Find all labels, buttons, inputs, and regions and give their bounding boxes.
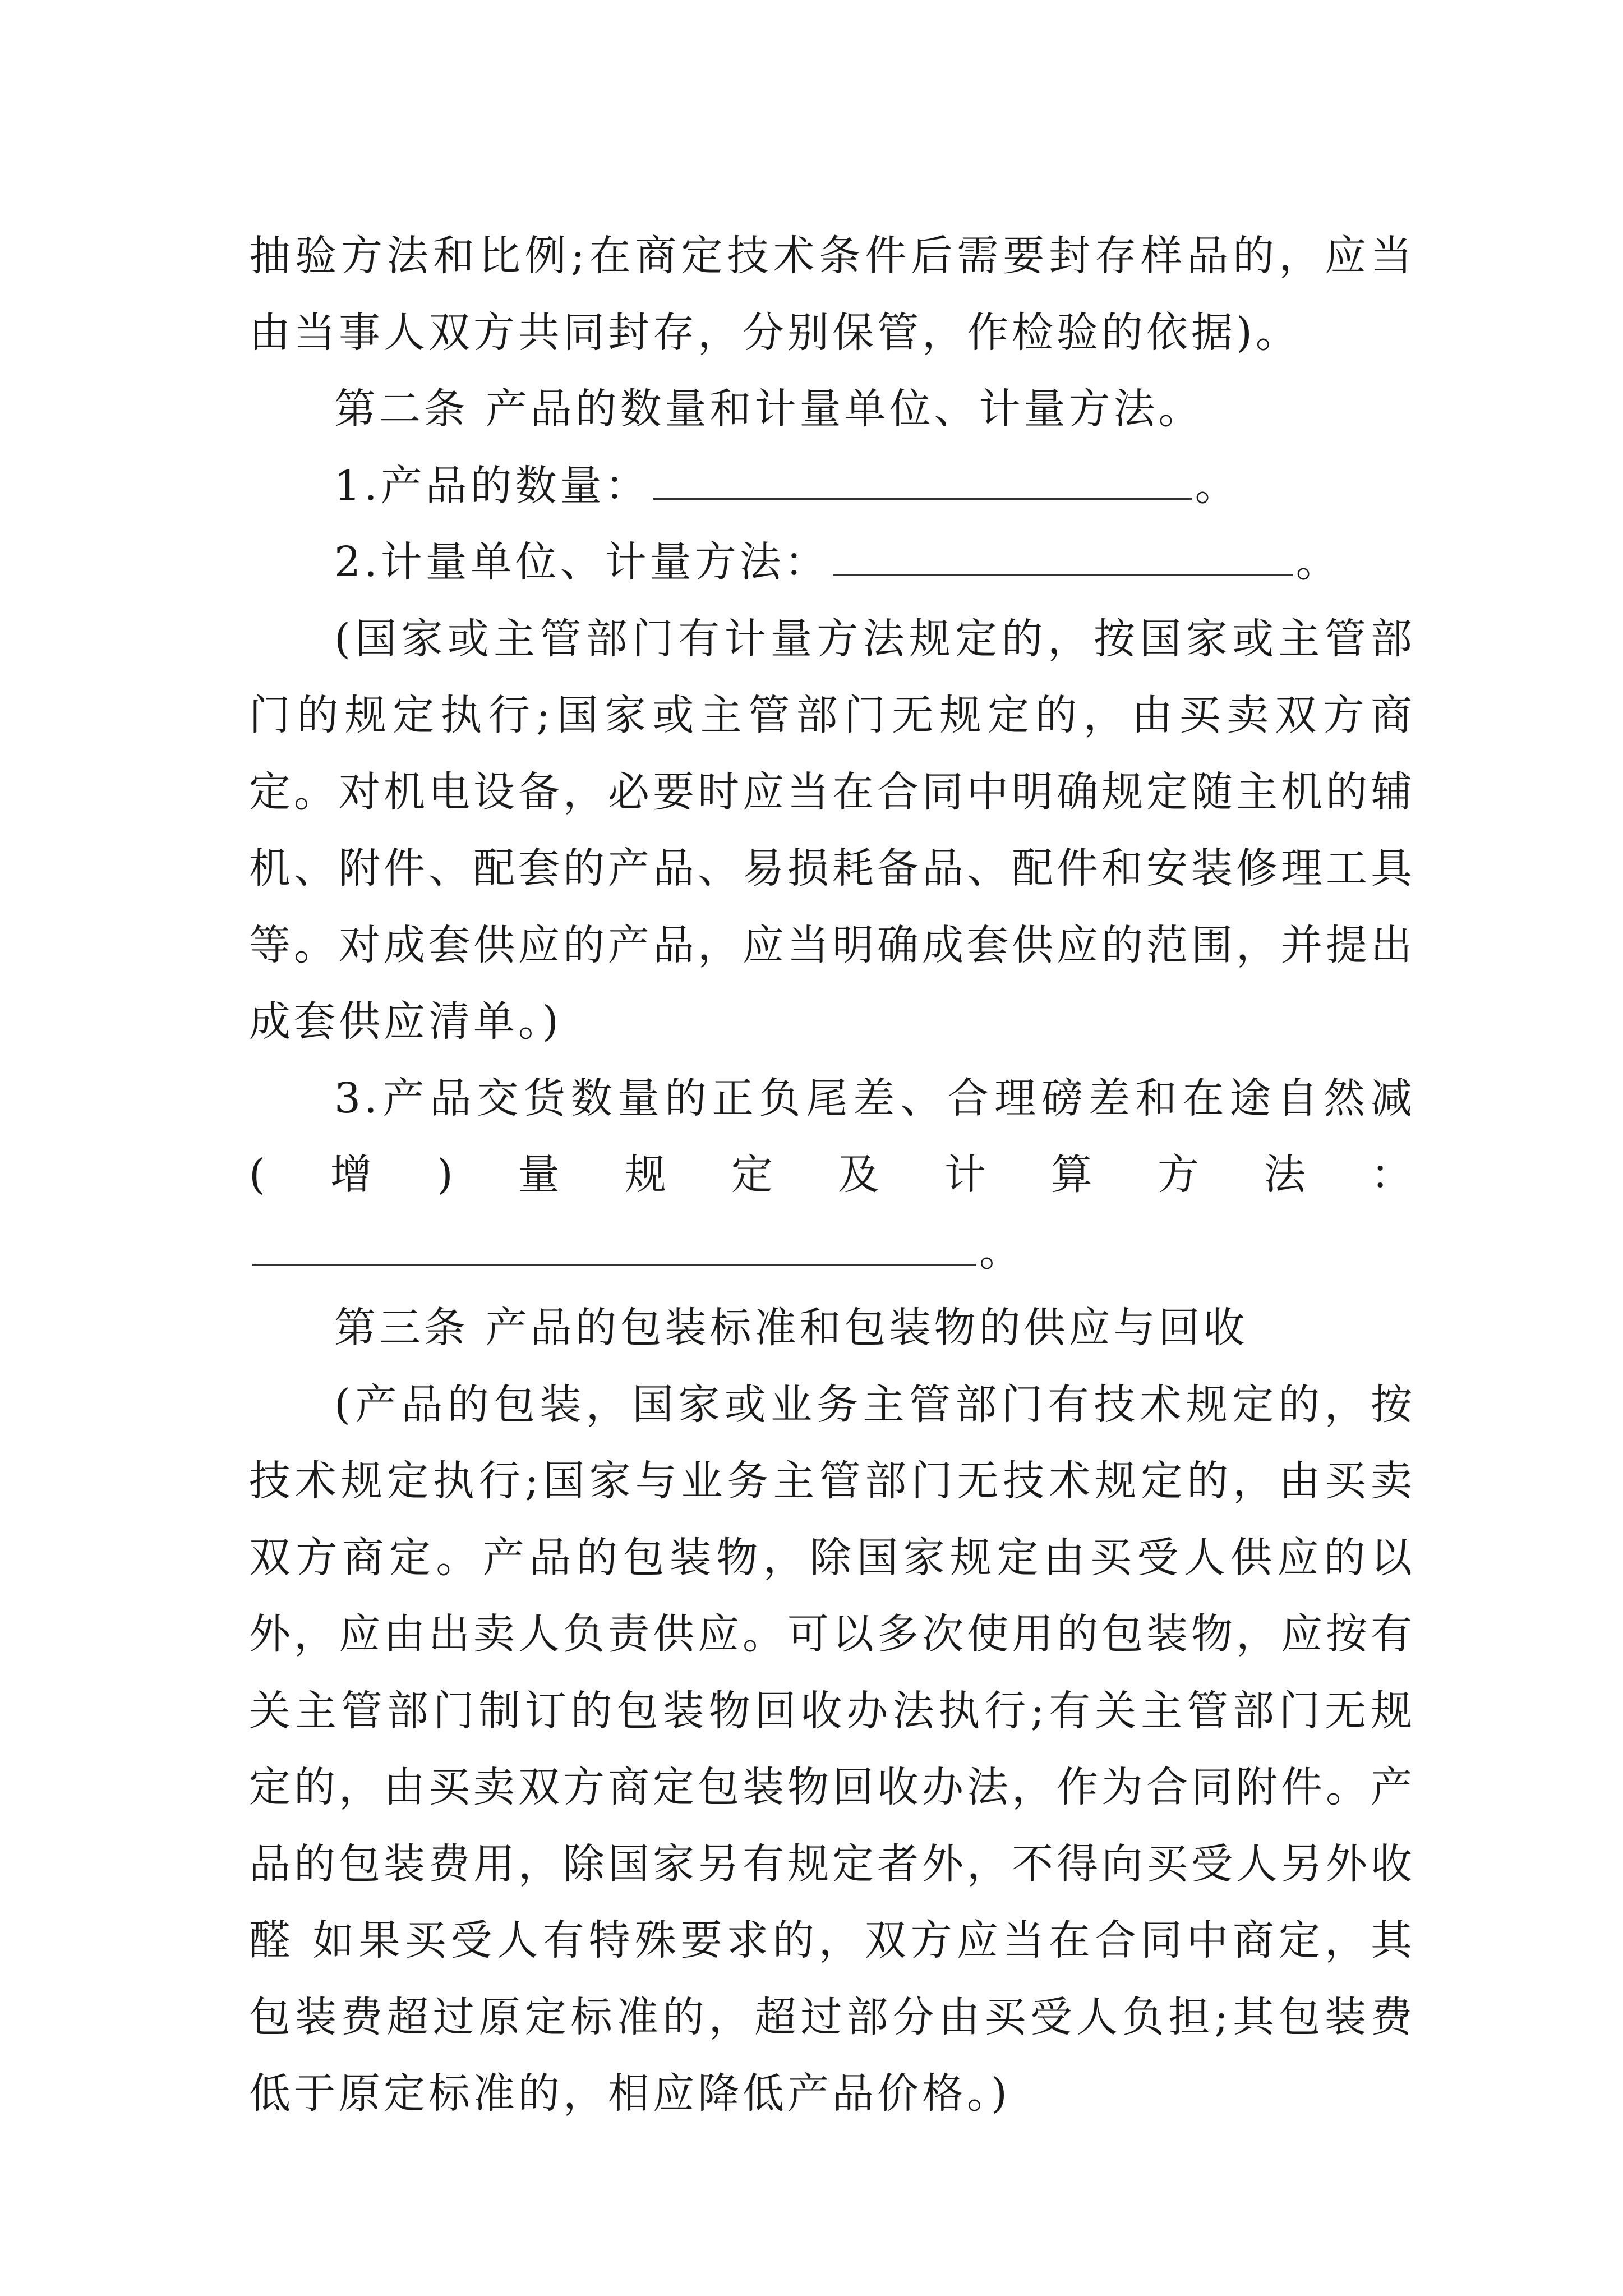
- article-3-heading: 第三条 产品的包装标准和包装物的供应与回收: [334, 1304, 1248, 1352]
- field-end-mark: 。: [1195, 461, 1240, 510]
- field-measurement-unit: [249, 524, 1415, 601]
- field-delivery-tolerance: [249, 1060, 1415, 1290]
- paragraph-sampling-method: 抽验方法和比例;在商定技术条件后需要封存样品的，应当由当事人双方共同封存，分别保管，作检验的依据)。: [249, 232, 1415, 357]
- field-product-quantity: [249, 448, 1415, 524]
- article-2-heading: 第二条 产品的数量和计量单位、计量方法。: [334, 385, 1204, 433]
- fill-in-blank[interactable]: [833, 533, 1293, 576]
- document-body: [249, 218, 1415, 2132]
- fill-in-blank[interactable]: [252, 1222, 976, 1266]
- paragraph-measurement-notes: (国家或主管部门有计量方法规定的，按国家或主管部门的规定执行;国家或主管部门无规定的，由买卖双方商定。对机电设备，必要时应当在合同中明确规定随主机的辅机、附件、配套的产品、易损耗备品、配件和安装修理工具等。对成套供应的产品，应当明确成套供应的范围，并提出成套供应清单。): [249, 614, 1415, 1046]
- paragraph-packaging-notes: (产品的包装，国家或业务主管部门有技术规定的，按技术规定执行;国家与业务主管部门无技术规定的，由买卖双方商定。产品的包装物，除国家规定由买受人供应的以外，应由出卖人负责供应。可以多次使用的包装物，应按有关主管部门制订的包装物回收办法执行;有关主管部门无规定的，由买卖双方商定包装物回收办法，作为合同附件。产品的包装费用，除国家另有规定者外，不得向买受人另外收醛 如果买受人有特殊要求的，双方应当在合同中商定，其包装费超过原定标准的，超过部分由买受人负担;其包装费低于原定标准的，相应降低产品价格。): [249, 1380, 1415, 2118]
- field-end-mark: 。: [1295, 538, 1341, 586]
- field-end-mark: 。: [979, 1227, 1024, 1276]
- field-label: 3.产品交货数量的正负尾差、合理磅差和在途自然减(增)量规定及计算方法：: [249, 1074, 1415, 1199]
- fill-in-blank[interactable]: [653, 457, 1192, 500]
- field-label: 1.产品的数量：: [334, 461, 650, 510]
- field-label: 2.计量单位、计量方法：: [334, 538, 829, 586]
